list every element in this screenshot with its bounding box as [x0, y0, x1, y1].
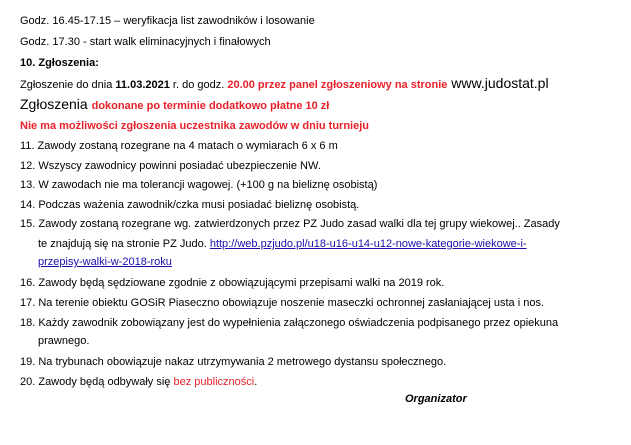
- rule-18: 18. Każdy zawodnik zobowiązany jest do wypełnienia załączonego oświadczenia podpisanego przez opiekuna: [20, 317, 559, 329]
- deadline-time: 20.00 przez panel zgłoszeniowy na stronie: [227, 79, 448, 91]
- late-fee-text: dokonane po terminie dodatkowo płatne 10 zł: [91, 100, 330, 112]
- schedule-start-line: Godz. 17.30 - start walk eliminacyjnych i finałowych: [20, 36, 271, 48]
- rule-20-period: .: [254, 376, 258, 388]
- no-same-day-registration: Nie ma możliwości zgłoszenia uczestnika zawodów w dniu turnieju: [20, 120, 370, 132]
- rule-18-continued: prawnego.: [38, 335, 90, 347]
- rule-15: 15. Zawody zostaną rozegrane wg. zatwierdzonych przez PZ Judo zasad walki dla tej grupy wiekowej.. Zasady: [20, 218, 560, 230]
- late-fee-prefix: Zgłoszenia: [20, 96, 92, 112]
- rule-17: 17. Na terenie obiektu GOSiR Piaseczno obowiązuje noszenie maseczki ochronnej zasłaniającej usta i nos.: [20, 297, 545, 309]
- section-number: 10.: [20, 57, 36, 69]
- section-10-heading: [20, 56, 99, 70]
- rule-11: 11. Zawody zostaną rozegrane na 4 matach o wymiarach 6 x 6 m: [20, 140, 338, 152]
- rule-15-text: te znajdują się na stronie PZ Judo.: [38, 238, 210, 250]
- rule-15-link-line: [38, 255, 172, 269]
- registration-site: www.judostat.pl: [447, 75, 549, 91]
- rule-13: 13. W zawodach nie ma tolerancji wagowej. (+100 g na bieliznę osobistą): [20, 179, 378, 191]
- deadline-prefix: Zgłoszenie do dnia: [20, 79, 116, 91]
- rule-14: 14. Podczas ważenia zawodnik/czka musi posiadać bieliznę osobistą.: [20, 199, 360, 211]
- pzjudo-rules-link[interactable]: http://web.pzjudo.pl/u18-u16-u14-u12-nowe-kategorie-wiekowe-i-: [209, 238, 527, 250]
- organizer-signature: Organizator: [405, 393, 467, 405]
- schedule-weighin-line: Godz. 16.45-17.15 – weryfikacja list zawodników i losowanie: [20, 15, 315, 27]
- rule-16: 16. Zawody będą sędziowane zgodnie z obowiązującymi przepisami walki na 2019 rok.: [20, 277, 445, 289]
- rule-15-continued: [38, 237, 527, 251]
- rule-20: [20, 375, 257, 389]
- no-audience-text: bez publiczności: [173, 376, 255, 388]
- rule-12: 12. Wszyscy zawodnicy powinni posiadać ubezpieczenie NW.: [20, 160, 321, 172]
- rule-19: 19. Na trybunach obowiązuje nakaz utrzymywania 2 metrowego dystansu społecznego.: [20, 356, 447, 368]
- registration-deadline-line: [20, 76, 549, 92]
- pzjudo-rules-link-continued[interactable]: przepisy-walki-w-2018-roku: [38, 256, 172, 268]
- deadline-date: 11.03.2021: [115, 79, 170, 91]
- section-title: Zgłoszenia:: [38, 57, 99, 69]
- late-fee-line: [20, 97, 329, 113]
- rule-20-text: 20. Zawody będą odbywały się: [20, 376, 174, 388]
- deadline-middle: r. do godz.: [169, 79, 228, 91]
